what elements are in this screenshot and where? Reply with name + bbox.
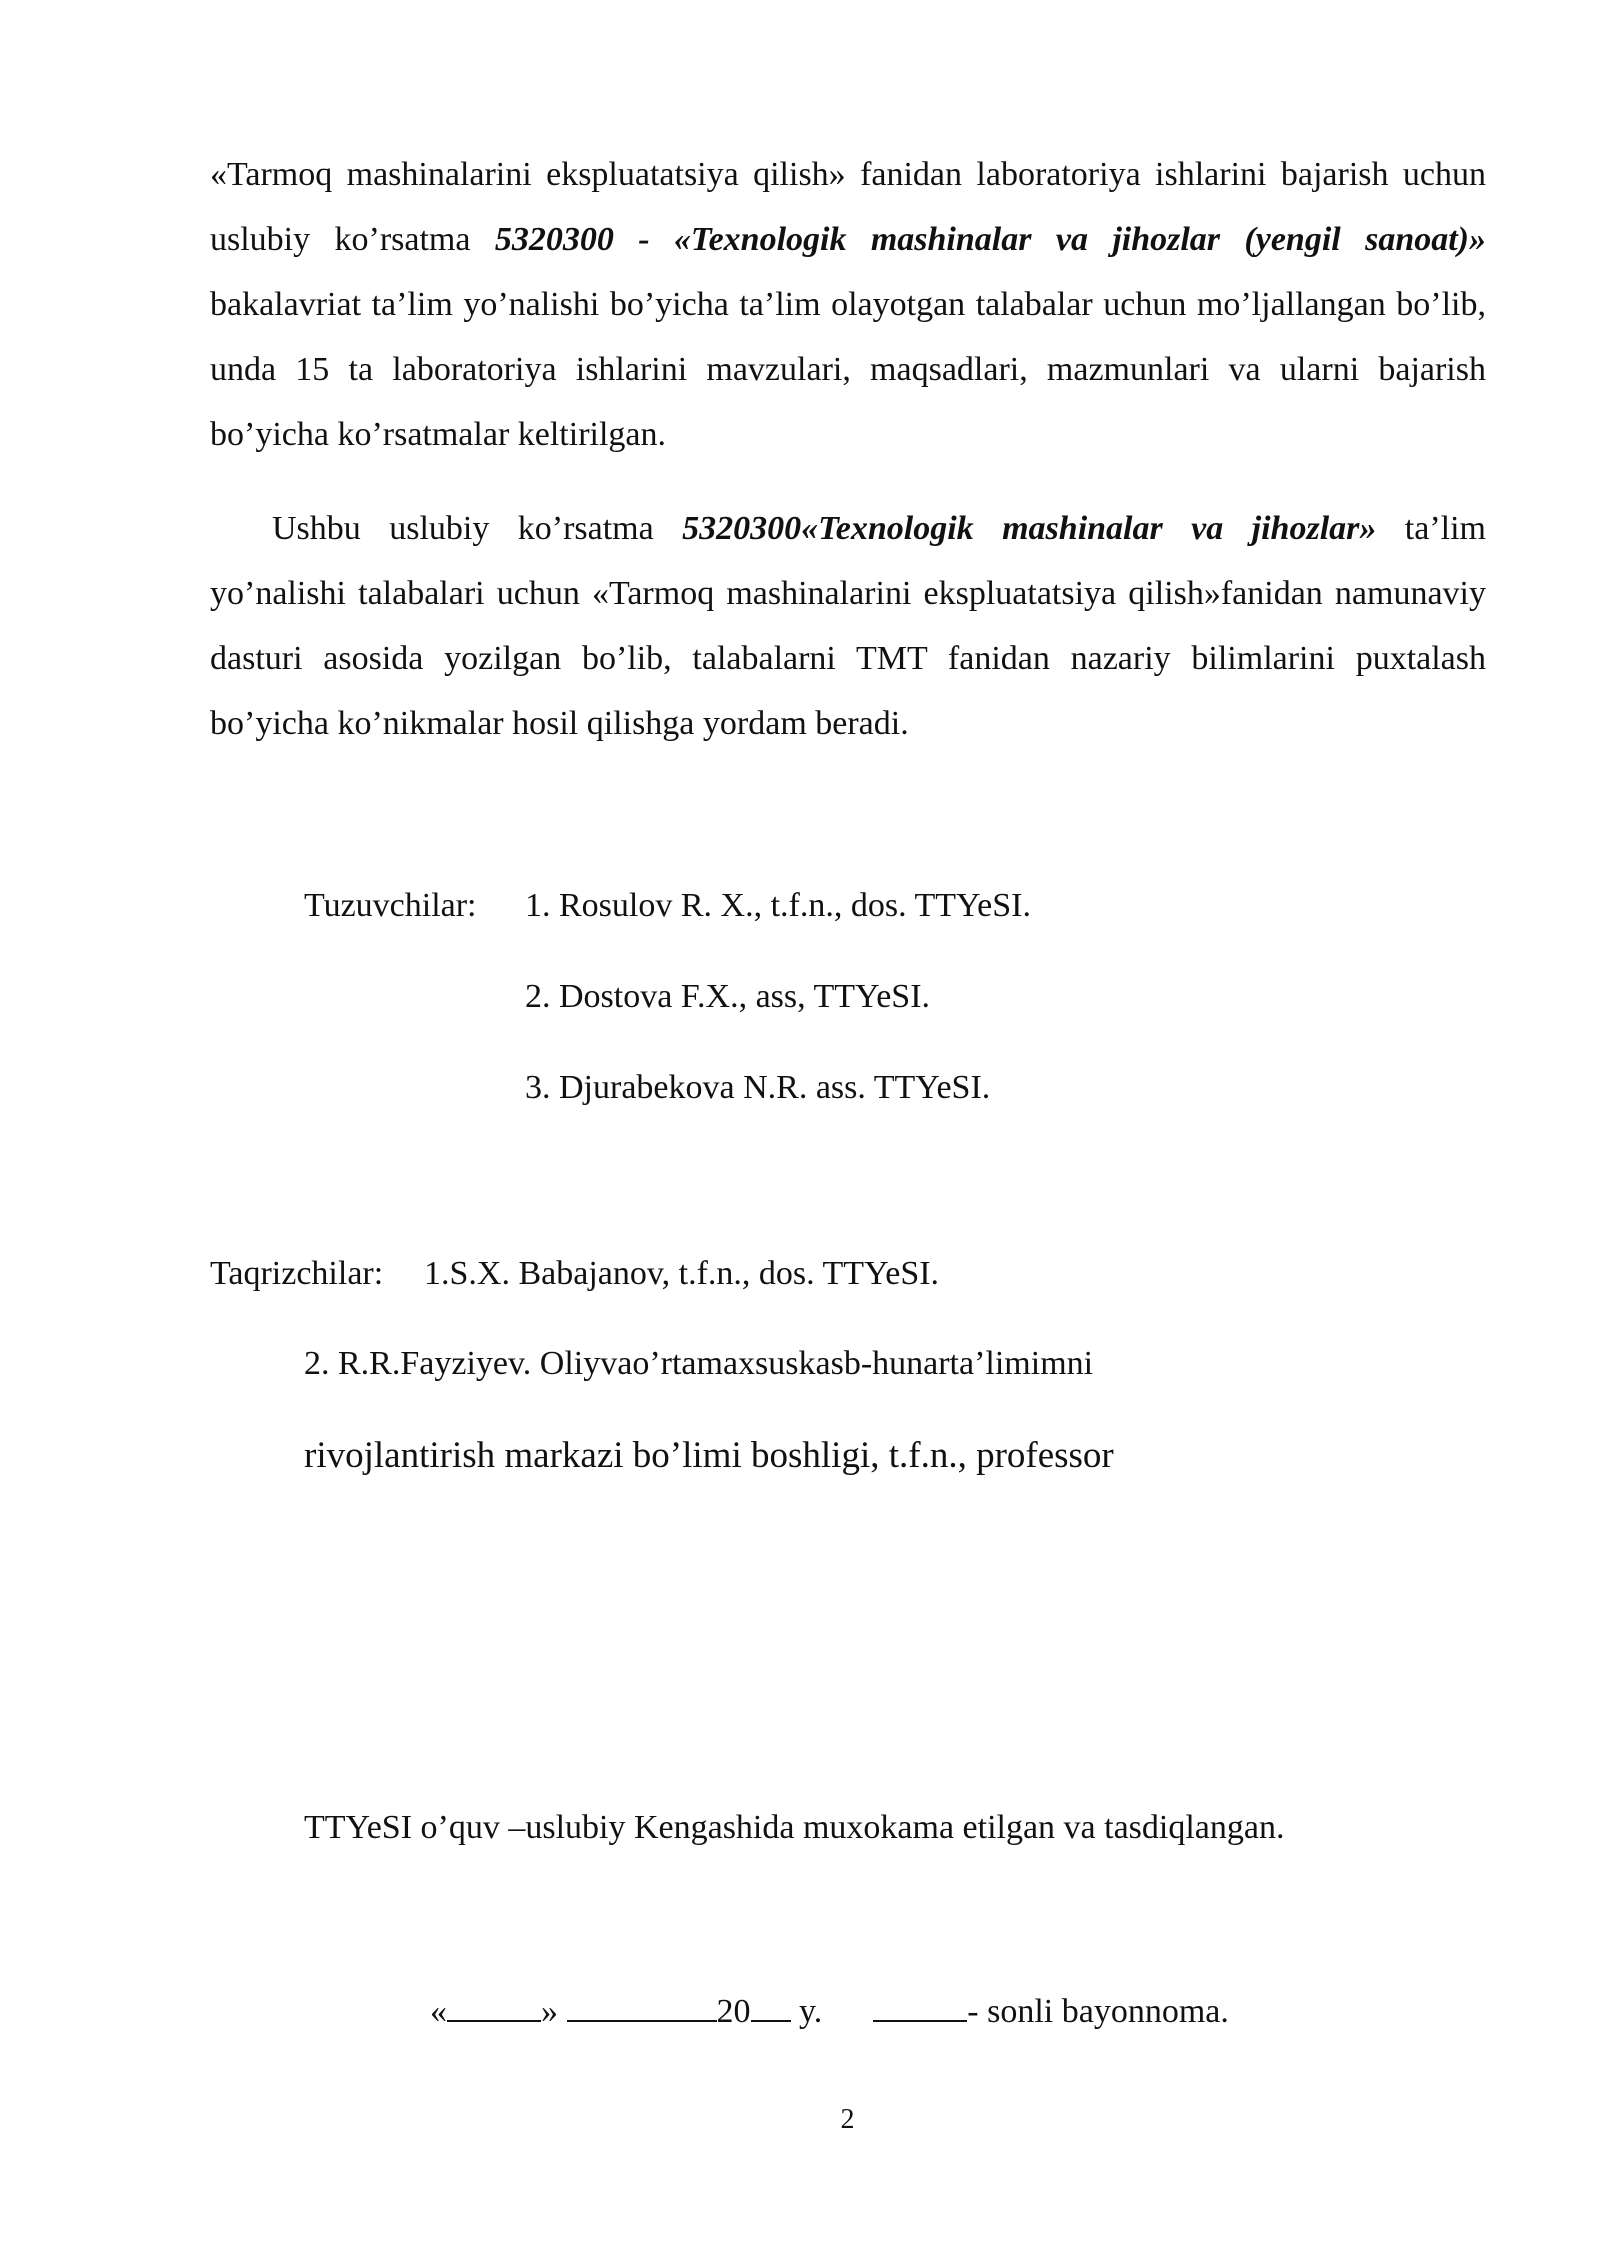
intro-text-2: bakalavriat ta’lim yo’nalishi bo’yicha ta’lim olayotgan talabalar uchun mo’ljallangan bo’lib, unda 15 ta laboratoriya ishlarini mavzulari, maqsadlari, mazmunlari va ularni bajarish bo’yicha ko’rsatmalar keltirilgan. (210, 286, 1486, 453)
purpose-text-1: Ushbu uslubiy ko’rsatma (272, 510, 683, 547)
page-number: 2 (840, 2104, 855, 2135)
author-item: 3. Djurabekova N.R. ass. TTYeSI. (525, 1069, 991, 1106)
reviewer-item: 2. R.R.Fayziyev. Oliyvao’rtamaxsuskasb-hunarta’limimni (304, 1345, 1094, 1382)
intro-text-1: «Tarmoq mashinalarini ekspluatatsiya qilish» fanidan laboratoriya ishlarini bajarish uchun uslubiy ko’rsatma (210, 156, 1486, 258)
author-item: 1. Rosulov R. X., t.f.n., dos. TTYeSI. (525, 887, 1031, 924)
intro-program-code: 5320300 - «Texnologik mashinalar va jihozlar (yengil sanoat)» (494, 221, 1487, 258)
purpose-paragraph (210, 496, 1486, 756)
reviewer-item-continued: rivojlantirish markazi bo’limi boshligi, t.f.n., professor (304, 1435, 1114, 1476)
year-blank (751, 1990, 791, 2022)
open-quote: « (430, 1993, 447, 2030)
year-suffix: y. (790, 1993, 823, 2030)
close-quote: » (541, 1993, 558, 2030)
author-item: 2. Dostova F.X., ass, TTYeSI. (525, 978, 931, 1015)
purpose-text-2: ta’lim yo’nalishi talabalari uchun «Tarmoq mashinalarini ekspluatatsiya qilish»fanidan namunaviy dasturi asosida yozilgan bo’lib, talabalarni TMT fanidan nazariy bilimlarini puxtalash bo’yicha ko’nikmalar hosil qilishga yordam beradi. (210, 510, 1486, 742)
reviewers-label: Taqrizchilar: (210, 1255, 384, 1292)
protocol-date-line (430, 1990, 1229, 2034)
month-blank (567, 1990, 717, 2022)
protocol-label: - sonli bayonnoma. (967, 1993, 1229, 2030)
approval-statement: TTYeSI o’quv –uslubiy Kengashida muxokama etilgan va tasdiqlangan. (304, 1809, 1285, 1846)
year-prefix: 20 (716, 1993, 751, 2030)
authors-label: Tuzuvchilar: (304, 887, 477, 924)
protocol-number-blank (873, 1990, 967, 2022)
reviewer-item: 1.S.X. Babajanov, t.f.n., dos. TTYeSI. (424, 1255, 940, 1292)
purpose-program-code: 5320300«Texnologik mashinalar va jihozlar» (682, 510, 1377, 547)
intro-paragraph (210, 142, 1486, 467)
day-blank (447, 1990, 541, 2022)
